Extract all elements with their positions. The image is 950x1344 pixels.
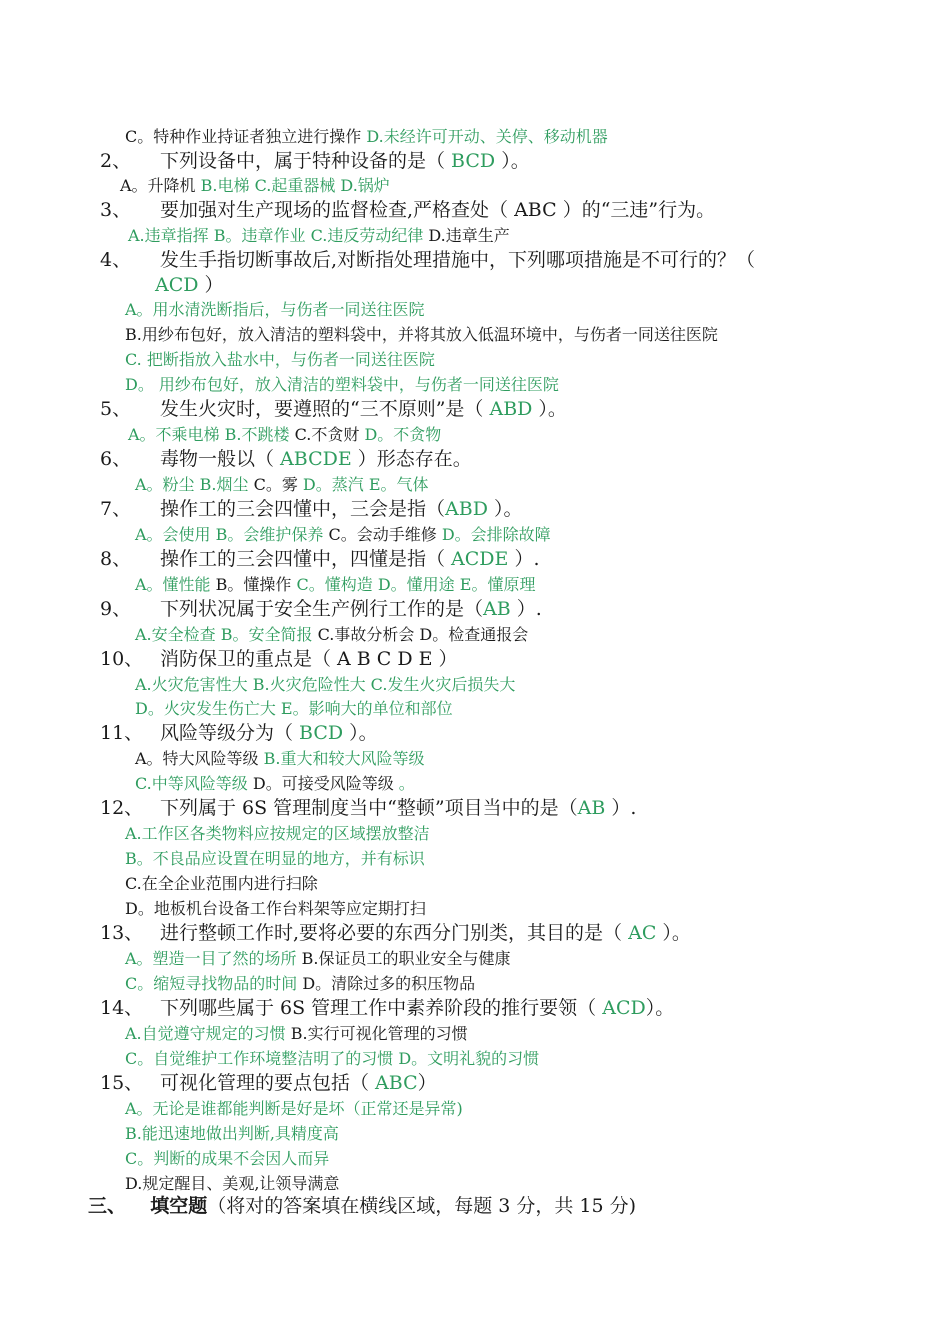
question-line bbox=[100, 450, 472, 469]
question-line bbox=[155, 276, 224, 295]
answer-text: A。会使用 B。会维护保养 bbox=[135, 525, 329, 544]
option-line bbox=[135, 527, 551, 543]
question-text: ）。 bbox=[501, 150, 530, 172]
question-line bbox=[100, 201, 715, 220]
answer-text: A.违章指挥 B。违章作业 C.违反劳动纪律 bbox=[128, 226, 429, 245]
answer-text: ABD bbox=[445, 498, 488, 520]
answer-text: D。会排除故障 bbox=[441, 525, 551, 544]
section-title: 填空题 bbox=[150, 1195, 208, 1217]
question-number: 15、 bbox=[100, 1072, 144, 1094]
question-text: 下列状况属于安全生产例行工作的是（ bbox=[160, 598, 484, 620]
answer-text: B.电梯 C.起重器械 D.锅炉 bbox=[200, 176, 390, 195]
answer-text: A。用水清洗断指后，与伤者一同送往医院 bbox=[125, 300, 425, 319]
answer-text: ACD bbox=[602, 997, 646, 1019]
question-text: ） bbox=[417, 1072, 437, 1094]
option-line bbox=[125, 1101, 463, 1117]
question-text: ）. bbox=[508, 548, 540, 570]
question-line bbox=[100, 924, 691, 943]
answer-text: 。 bbox=[398, 774, 415, 793]
option-line bbox=[135, 776, 415, 792]
answer-text: C。判断的成果不会因人而异 bbox=[125, 1149, 330, 1168]
option-line bbox=[125, 352, 435, 368]
question-text: 操作工的三会四懂中，四懂是指（ bbox=[160, 548, 452, 570]
question-number: 9、 bbox=[100, 598, 132, 620]
option-line bbox=[125, 1051, 539, 1067]
question-text: 毒物一般以（ bbox=[160, 448, 281, 470]
question-text: C。雾 bbox=[253, 475, 303, 494]
question-line bbox=[100, 724, 378, 743]
question-line bbox=[100, 251, 755, 270]
option-line bbox=[125, 302, 425, 318]
answer-text: D。蒸汽 E。气体 bbox=[302, 475, 429, 494]
option-line bbox=[135, 627, 528, 643]
answer-text: A。不乘电梯 B.不跳楼 bbox=[128, 425, 295, 444]
question-text: ）形态存在。 bbox=[351, 448, 472, 470]
question-text: 下列属于 6S 管理制度当中“整顿”项目当中的是（ bbox=[160, 797, 578, 819]
option-line bbox=[135, 477, 429, 493]
question-text: C.不贪财 bbox=[294, 425, 365, 444]
answer-text: B.重大和较大风险等级 bbox=[263, 749, 425, 768]
question-text: A。升降机 bbox=[120, 176, 201, 195]
question-line bbox=[100, 550, 540, 569]
question-number: 10、 bbox=[100, 648, 144, 670]
option-line bbox=[128, 427, 441, 443]
option-line bbox=[125, 901, 426, 917]
question-text: 下列设备中，属于特种设备的是（ bbox=[160, 150, 452, 172]
question-text: C.在全企业范围内进行扫除 bbox=[125, 874, 318, 893]
question-text: ）. bbox=[510, 598, 542, 620]
answer-text: A.火灾危害性大 B.火灾危险性大 C.发生火灾后损失大 bbox=[135, 675, 516, 694]
answer-text: D.未经许可开动、关停、移动机器 bbox=[366, 127, 608, 146]
question-text: ）。 bbox=[656, 922, 691, 944]
answer-text: BCD bbox=[299, 722, 344, 744]
question-number: 2、 bbox=[100, 150, 132, 172]
option-line bbox=[125, 851, 425, 867]
option-line bbox=[125, 876, 318, 892]
option-line bbox=[135, 577, 535, 593]
question-number: 3、 bbox=[100, 199, 132, 221]
answer-text: C。缩短寻找物品的时间 bbox=[125, 974, 303, 993]
option-line bbox=[125, 1176, 339, 1192]
answer-text: ACDE bbox=[451, 548, 509, 570]
option-line bbox=[125, 129, 608, 145]
answer-text: A。懂性能 bbox=[135, 575, 216, 594]
question-number: 14、 bbox=[100, 997, 144, 1019]
answer-text: ABCDE bbox=[280, 448, 352, 470]
option-line bbox=[120, 178, 390, 194]
question-text: ） bbox=[198, 274, 224, 296]
answer-text: D。 用纱布包好，放入清洁的塑料袋中，与伤者一同送往医院 bbox=[125, 375, 559, 394]
option-line bbox=[125, 826, 430, 842]
answer-text: A.自觉遵守规定的习惯 bbox=[125, 1024, 291, 1043]
question-number: 12、 bbox=[100, 797, 144, 819]
option-line bbox=[125, 1151, 329, 1167]
question-number: 7、 bbox=[100, 498, 132, 520]
question-text: D.违章生产 bbox=[428, 226, 510, 245]
question-number: 11、 bbox=[100, 722, 144, 744]
question-text: ）。 bbox=[343, 722, 378, 744]
answer-text: C。懂构造 D。懂用途 E。懂原理 bbox=[296, 575, 536, 594]
question-text: C.事故分析会 D。检查通报会 bbox=[317, 625, 529, 644]
answer-text: AB bbox=[483, 598, 511, 620]
question-text: D。清除过多的积压物品 bbox=[302, 974, 476, 993]
question-text: 风险等级分为（ bbox=[160, 722, 300, 744]
question-text: C。特种作业持证者独立进行操作 bbox=[125, 127, 367, 146]
question-text: 要加强对生产现场的监督检查,严格查处（ ABC ）的“三违”行为。 bbox=[160, 199, 716, 221]
question-text: 下列哪些属于 6S 管理工作中素养阶段的推行要领（ bbox=[160, 997, 603, 1019]
question-line bbox=[100, 799, 636, 818]
section-heading bbox=[88, 1197, 636, 1216]
option-line bbox=[125, 377, 559, 393]
question-text: 进行整顿工作时,要将必要的东西分门别类，其目的是（ bbox=[160, 922, 629, 944]
answer-text: C. 把断指放入盐水中，与伤者一同送往医院 bbox=[125, 350, 435, 369]
question-text: ）。 bbox=[532, 398, 567, 420]
section-number: 三、 bbox=[88, 1195, 127, 1217]
question-text: B.用纱布包好，放入清洁的塑料袋中，并将其放入低温环境中，与伤者一同送往医院 bbox=[125, 325, 718, 344]
answer-text: D。火灾发生伤亡大 E。影响大的单位和部位 bbox=[135, 699, 453, 718]
answer-text: C.中等风险等级 bbox=[135, 774, 253, 793]
answer-text: ACD bbox=[155, 274, 199, 296]
answer-text: ABC bbox=[375, 1072, 418, 1094]
answer-text: AC bbox=[628, 922, 657, 944]
option-line bbox=[128, 228, 510, 244]
question-line bbox=[100, 152, 530, 171]
question-text: B.实行可视化管理的习惯 bbox=[290, 1024, 468, 1043]
question-text: 操作工的三会四懂中，三会是指（ bbox=[160, 498, 446, 520]
answer-text: AB bbox=[577, 797, 606, 819]
question-text: ）。 bbox=[645, 997, 675, 1019]
question-text: D。地板机台设备工作台料架等应定期打扫 bbox=[125, 899, 426, 918]
section-note: （将对的答案填在横线区域，每题 3 分，共 15 分) bbox=[207, 1195, 637, 1217]
option-line bbox=[135, 677, 515, 693]
question-line bbox=[100, 600, 542, 619]
answer-text: C。自觉维护工作环境整洁明了的习惯 D。文明礼貌的习惯 bbox=[125, 1049, 540, 1068]
question-text: B.保证员工的职业安全与健康 bbox=[301, 949, 511, 968]
question-text: 发生手指切断事故后,对断指处理措施中，下列哪项措施是不可行的？（ bbox=[160, 249, 756, 271]
question-line bbox=[100, 400, 567, 419]
answer-text: A。塑造一目了然的场所 bbox=[125, 949, 302, 968]
option-line bbox=[135, 701, 453, 717]
question-text: 发生火灾时，要遵照的“三不原则”是（ bbox=[160, 398, 490, 420]
question-number: 8、 bbox=[100, 548, 132, 570]
question-line bbox=[100, 1074, 437, 1093]
question-line bbox=[100, 999, 674, 1018]
question-number: 5、 bbox=[100, 398, 132, 420]
question-text: 可视化管理的要点包括（ bbox=[160, 1072, 376, 1094]
question-number: 4、 bbox=[100, 249, 132, 271]
question-line bbox=[100, 650, 458, 669]
question-line bbox=[100, 500, 522, 519]
question-text: D.规定醒目、美观,让领导满意 bbox=[125, 1174, 340, 1193]
option-line bbox=[135, 751, 425, 767]
answer-text: B.能迅速地做出判断,具精度高 bbox=[125, 1124, 339, 1143]
question-number: 13、 bbox=[100, 922, 144, 944]
answer-text: A.工作区各类物料应按规定的区域摆放整洁 bbox=[125, 824, 430, 843]
answer-text: A.安全检查 B。安全简报 bbox=[135, 625, 318, 644]
answer-text: A。无论是谁都能判断是好是坏（正常还是异常) bbox=[125, 1099, 463, 1118]
question-text: D。可接受风险等级 bbox=[252, 774, 399, 793]
question-text: 消防保卫的重点是（ A B C D E ） bbox=[160, 648, 458, 670]
question-text: B。懂操作 bbox=[215, 575, 297, 594]
answer-text: A。粉尘 B.烟尘 bbox=[135, 475, 254, 494]
answer-text: D。不贪物 bbox=[364, 425, 442, 444]
question-text: ）。 bbox=[487, 498, 523, 520]
option-line bbox=[125, 1126, 339, 1142]
option-line bbox=[125, 327, 718, 343]
option-line bbox=[125, 976, 475, 992]
question-number: 6、 bbox=[100, 448, 132, 470]
question-text: A。特大风险等级 bbox=[135, 749, 264, 768]
answer-text: BCD bbox=[451, 150, 502, 172]
option-line bbox=[125, 951, 511, 967]
question-text: ）. bbox=[605, 797, 637, 819]
question-text: C。会动手维修 bbox=[328, 525, 442, 544]
answer-text: B。不良品应设置在明显的地方，并有标识 bbox=[125, 849, 425, 868]
answer-text: ABD bbox=[489, 398, 533, 420]
option-line bbox=[125, 1026, 468, 1042]
